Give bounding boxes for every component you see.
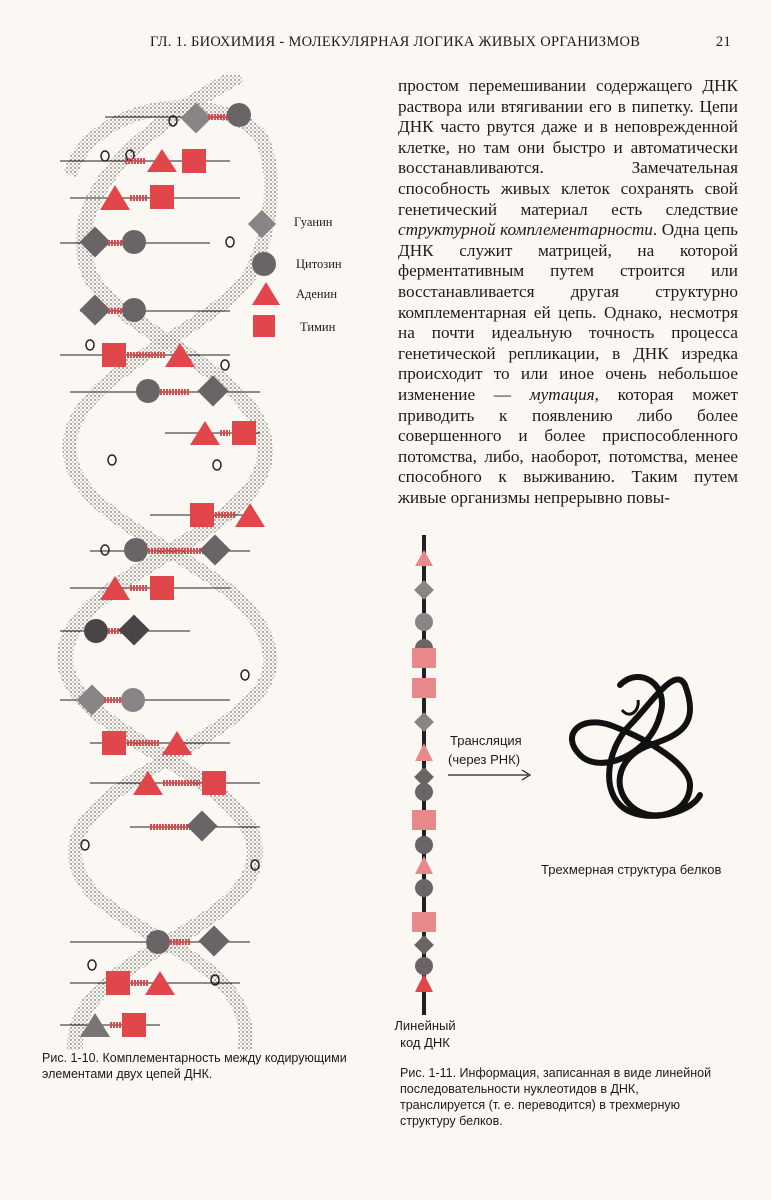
page-number: 21 [715,34,731,50]
base-pair [150,503,265,527]
via-rna-label: (через РНК) [448,752,521,767]
translation-arrow-icon [448,768,538,782]
linear-code-label: Линейный [394,1018,456,1033]
linear-code-label-2: код ДНК [400,1035,450,1050]
linear-dna-strand-figure [395,530,455,1020]
term-structural-complementarity: структурной комплементарности [398,220,653,240]
running-header [150,34,731,56]
legend-adenine-label: Аденин [296,287,338,301]
protein-structure-label: Трехмерная структура белков [541,862,722,877]
legend-thymine-label: Тимин [300,320,336,334]
figure-1-11-caption: Рис. 1-11. Информация, записанная в виде линейной последовательности нуклеотидов в ДНК, транслируется (т. е. переводится) в трехмерную структуру белков. [400,1066,712,1128]
dna-double-helix-figure [30,75,290,1050]
translation-label: Трансляция [450,733,522,748]
body-paragraph: простом перемешивании содержащего ДНК раствора или втягивании его в пипетку. Цепи ДНК часто рвутся даже и в неповрежденной клетке, но там они быстро и автоматически восстанавливаются. Замечательная способность живых клеток сохранять свой генетический материал есть следствие структурной комплементарности. Одна цепь ДНК служит матрицей, на которой ферментативным путем строится или восстанавливается другая структурно комплементарная ей цепь. Однако, несмотря на почти идеальную точность процесса генетической репликации, в ДНК изредка происходит то или иное очень небольшое изменение — мутация, которая может приводить к появлению либо более совершенного и более приспособленного потомства, либо, наоборот, потомства, менее способного к выживанию. Таким путем живые организмы непрерывно повы- [398,76,738,507]
base-pair [165,421,260,445]
legend-guanine-label: Гуанин [294,215,333,229]
term-mutation: мутация [529,384,595,404]
base-pair [70,925,250,956]
legend-thymine-icon [253,315,275,337]
chapter-title: ГЛ. 1. БИОХИМИЯ - МОЛЕКУЛЯРНАЯ ЛОГИКА ЖИВЫХ ОРГАНИЗМОВ [150,34,641,50]
protein-structure-figure [560,665,720,845]
figure-1-10-caption: Рис. 1-10. Комплементарность между кодирующими элементами двух цепей ДНК. [42,1051,347,1081]
legend-cytosine-label: Цитозин [296,257,342,271]
legend-cytosine-icon [252,252,276,276]
legend-adenine-icon [252,282,280,305]
